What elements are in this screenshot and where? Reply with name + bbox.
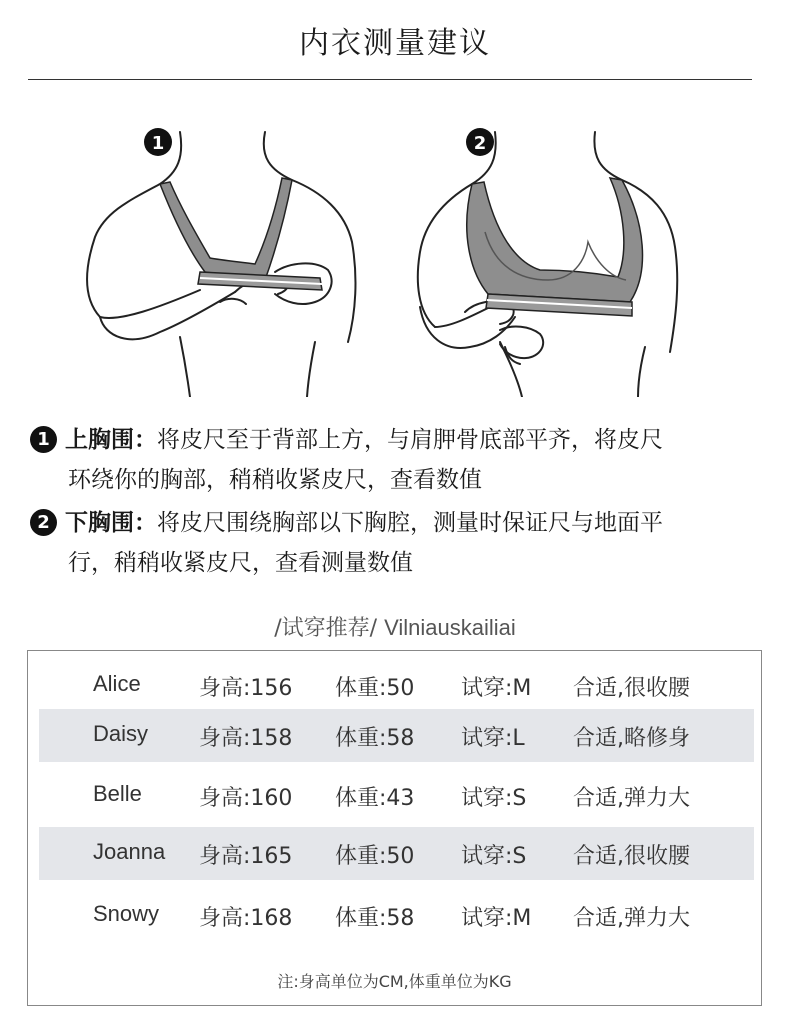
fit-comment: 合适,很收腰: [573, 676, 690, 701]
table-row: [39, 769, 754, 822]
trial-size: 试穿:S: [461, 786, 527, 811]
table-row: [39, 827, 754, 880]
trial-size: 试穿:S: [461, 844, 527, 869]
trial-size: 试穿:M: [461, 676, 532, 701]
model-height: 身高:168: [199, 906, 293, 931]
model-name: Daisy: [93, 721, 149, 746]
trial-size: 试穿:L: [461, 726, 525, 751]
page-title: 内衣测量建议: [299, 26, 491, 61]
instruction-text: 将皮尺至于背部上方，与肩胛骨底部平齐，将皮尺: [157, 427, 663, 453]
measurement-illustration-2: [400, 112, 740, 397]
model-height: 身高:156: [199, 676, 293, 701]
fit-comment: 合适,很收腰: [573, 844, 690, 869]
instruction-text: 将皮尺围绕胸部以下胸腔，测量时保证尺与地面平: [157, 510, 663, 536]
instruction-heading: 下胸围：: [65, 510, 157, 536]
model-name: Alice: [93, 671, 141, 696]
model-height: 身高:160: [199, 786, 293, 811]
model-name: Belle: [93, 781, 142, 806]
model-height: 身高:158: [199, 726, 293, 751]
step-number-1: 1: [30, 426, 57, 453]
instruction-under-bust: [30, 503, 760, 583]
model-weight: 体重:50: [335, 844, 415, 869]
trial-table: [27, 650, 762, 1006]
model-weight: 体重:43: [335, 786, 415, 811]
trial-subtitle-brand: Vilniauskailiai: [384, 615, 516, 640]
model-name: Joanna: [93, 839, 166, 864]
unit-footnote: 注:身高单位为CM,体重单位为KG: [277, 972, 512, 991]
trial-size: 试穿:M: [461, 906, 532, 931]
measurement-illustration-1: [60, 112, 400, 397]
trial-subtitle: [0, 611, 790, 642]
instruction-heading: 上胸围：: [65, 427, 157, 453]
fit-comment: 合适,略修身: [573, 726, 690, 751]
fit-comment: 合适,弹力大: [573, 906, 690, 931]
model-weight: 体重:58: [335, 906, 415, 931]
title-divider: [28, 79, 752, 80]
table-row: [39, 659, 754, 712]
illustration-badge-2: 2: [473, 133, 487, 154]
model-weight: 体重:50: [335, 676, 415, 701]
model-weight: 体重:58: [335, 726, 415, 751]
fit-comment: 合适,弹力大: [573, 786, 690, 811]
table-row: [39, 709, 754, 762]
instruction-text-continued: 行，稍稍收紧皮尺，查看测量数值: [68, 550, 413, 576]
table-row: [39, 889, 754, 942]
model-height: 身高:165: [199, 844, 293, 869]
trial-subtitle-cn: /试穿推荐/: [274, 616, 378, 641]
instruction-text-continued: 环绕你的胸部，稍稍收紧皮尺，查看数值: [68, 467, 482, 493]
model-name: Snowy: [93, 901, 160, 926]
step-number-2: 2: [30, 509, 57, 536]
illustration-badge-1: 1: [151, 133, 165, 154]
instruction-upper-bust: [30, 420, 760, 500]
